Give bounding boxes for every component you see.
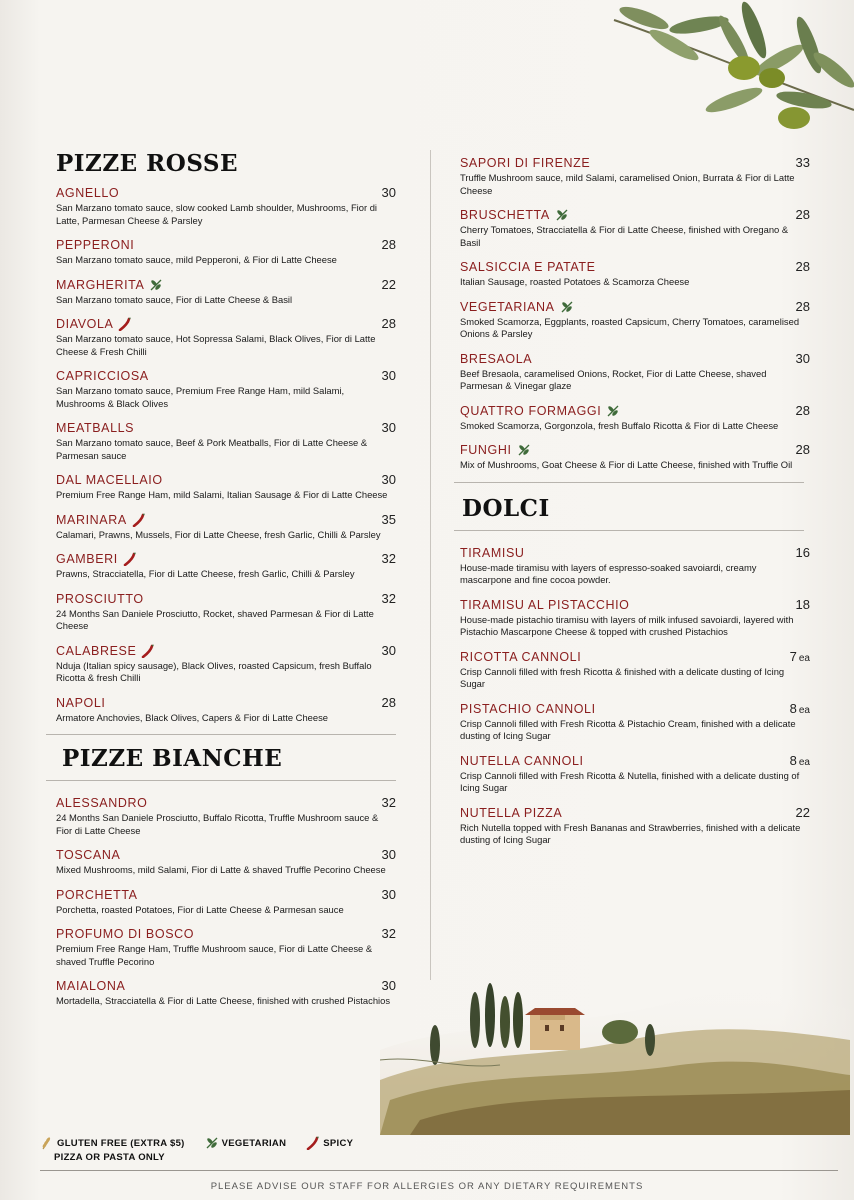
menu-item-price xyxy=(382,368,396,384)
menu-item-price-value: 7 xyxy=(789,648,797,664)
menu-item xyxy=(56,368,396,410)
menu-item-price xyxy=(796,155,810,171)
menu-item-header xyxy=(460,753,810,769)
menu-item xyxy=(56,420,396,462)
menu-item-name: MEATBALLS xyxy=(56,421,135,435)
menu-item-price xyxy=(796,442,810,458)
menu-item-header xyxy=(56,887,396,903)
menu-item-price xyxy=(796,403,810,419)
menu-item-description: House-made tiramisu with layers of espresso-soaked savoiardi, creamy mascarpone and fine cocoa powder. xyxy=(460,561,757,585)
menu-item-header xyxy=(56,237,396,253)
menu-item-description: Mix of Mushrooms, Goat Cheese & Fior di Latte Cheese, finished with Truffle Oil xyxy=(460,459,793,470)
menu-item-description: Crisp Cannoli filled with fresh Ricotta & finished with a delicate dusting of Icing Sugar xyxy=(460,665,785,689)
menu-item xyxy=(460,753,810,795)
menu-item-price xyxy=(796,545,810,561)
menu-item-name: PEPPERONI xyxy=(56,238,135,252)
menu-item-price-value: 28 xyxy=(381,237,396,252)
dietary-legend xyxy=(40,1136,367,1163)
menu-item-header xyxy=(460,545,810,561)
menu-item-price-value: 30 xyxy=(795,350,810,366)
menu-item-price-value: 30 xyxy=(381,886,396,902)
vegetarian-leaf-icon xyxy=(560,300,574,314)
menu-item-header xyxy=(460,597,810,613)
menu-item-header xyxy=(56,512,396,528)
menu-item-price-value: 22 xyxy=(381,276,396,292)
menu-item-header xyxy=(56,795,396,811)
menu-item-price-unit: ea xyxy=(798,756,810,768)
vegetarian-leaf-icon xyxy=(205,1136,219,1150)
menu-item-name: DIAVOLA xyxy=(56,317,114,331)
menu-item-price-value: 28 xyxy=(795,259,810,274)
menu-item-price xyxy=(796,351,810,367)
menu-item-description: Premium Free Range Ham, mild Salami, Italian Sausage & Fior di Latte Cheese xyxy=(56,489,388,500)
menu-item-price xyxy=(382,847,396,863)
menu-item-description: Calamari, Prawns, Mussels, Fior di Latte Cheese, fresh Garlic, Chilli & Parsley xyxy=(56,528,381,540)
chilli-icon xyxy=(132,513,146,527)
menu-item-description: Armatore Anchovies, Black Olives, Capers & Fior di Latte Cheese xyxy=(56,711,328,723)
menu-item-price xyxy=(382,316,396,332)
menu-item-name: PROFUMO DI BOSCO xyxy=(56,927,195,941)
menu-item-header xyxy=(56,316,396,332)
menu-item-price-value: 32 xyxy=(381,926,396,941)
menu-item-price-value: 18 xyxy=(795,596,810,612)
menu-item-header xyxy=(460,351,810,367)
menu-item-price-value: 32 xyxy=(381,795,396,810)
menu-item-name: CAPRICCIOSA xyxy=(56,369,149,383)
menu-item-price-value: 28 xyxy=(795,442,810,457)
menu-item-header xyxy=(460,207,810,223)
wheat-icon xyxy=(40,1136,54,1150)
menu-item xyxy=(460,649,810,691)
menu-item-price-value: 30 xyxy=(381,420,396,435)
legend-gluten-free-label: GLUTEN FREE (EXTRA $5) xyxy=(57,1137,185,1149)
menu-item-description: 24 Months San Daniele Prosciutto, Buffalo Ricotta, Truffle Mushroom sauce & Fior di Latte Cheese xyxy=(56,812,379,836)
legend-vegetarian xyxy=(205,1136,287,1150)
left-column xyxy=(56,152,396,1018)
menu-item-name: MARGHERITA xyxy=(56,277,145,292)
menu-item-name: CALABRESE xyxy=(56,643,137,658)
menu-item-price xyxy=(382,926,396,942)
menu-item-name: NUTELLA CANNOLI xyxy=(460,753,584,768)
menu-item xyxy=(56,926,396,968)
legend-gluten-free-note: PIZZA OR PASTA ONLY xyxy=(54,1152,165,1163)
vegetarian-leaf-icon xyxy=(606,404,620,418)
menu-item-header xyxy=(56,695,396,711)
section-divider xyxy=(454,530,804,531)
legend-spicy-label: SPICY xyxy=(323,1137,354,1149)
menu-item-name: SALSICCIA E PATATE xyxy=(460,260,596,274)
menu-item xyxy=(460,545,810,587)
menu-item-description: Nduja (Italian spicy sausage), Black Olives, roasted Capsicum, fresh Buffalo Ricotta & fresh Chilli xyxy=(56,659,372,683)
menu-item-name: BRESAOLA xyxy=(460,351,533,366)
chilli-icon xyxy=(123,552,137,566)
menu-item-name: PISTACHIO CANNOLI xyxy=(460,701,596,716)
legend-row xyxy=(40,1136,367,1150)
menu-item-name: TIRAMISU AL PISTACCHIO xyxy=(460,597,630,612)
pizze-rosse-list xyxy=(56,185,396,724)
menu-item-price xyxy=(382,695,396,711)
menu-item xyxy=(56,978,396,1008)
menu-item-name: VEGETARIANA xyxy=(460,299,555,314)
menu-item-description: San Marzano tomato sauce, Hot Sopressa Salami, Black Olives, Fior di Latte Cheese & Fresh Chilli xyxy=(56,333,376,357)
menu-item xyxy=(56,185,396,227)
menu-item-price-value: 8 xyxy=(789,752,797,768)
menu-item-price-unit: ea xyxy=(798,652,810,664)
menu-item-name: AGNELLO xyxy=(56,186,120,200)
menu-item-header xyxy=(460,805,810,821)
menu-item-name: NAPOLI xyxy=(56,695,106,710)
menu-item xyxy=(460,259,810,289)
menu-item xyxy=(56,847,396,877)
menu-item-description: Prawns, Stracciatella, Fior di Latte Cheese, fresh Garlic, Chilli & Parsley xyxy=(56,568,355,579)
menu-item-header xyxy=(460,649,810,665)
menu-item-description: Mortadella, Stracciatella & Fior di Latte Cheese, finished with crushed Pistachios xyxy=(56,995,391,1006)
menu-item xyxy=(460,299,810,341)
menu-item-name: QUATTRO FORMAGGI xyxy=(460,403,602,418)
menu-item-description: Premium Free Range Ham, Truffle Mushroom sauce, Fior di Latte Cheese & shaved Truffle Pecorino xyxy=(56,943,373,967)
menu-item-name: MARINARA xyxy=(56,512,127,527)
menu-item xyxy=(460,597,810,639)
menu-item-description: Mixed Mushrooms, mild Salami, Fior di Latte & shaved Truffle Pecorino Cheese xyxy=(56,864,386,875)
menu-item xyxy=(56,591,396,633)
menu-item-name: RICOTTA CANNOLI xyxy=(460,649,582,664)
legend-gluten-free xyxy=(40,1136,185,1150)
menu-item-header xyxy=(460,259,810,275)
menu-item-price-value: 30 xyxy=(381,185,396,200)
menu-item-header xyxy=(460,403,810,419)
menu-item xyxy=(460,351,810,393)
menu-item-price xyxy=(382,277,396,293)
menu-item-description: 24 Months San Daniele Prosciutto, Rocket, shaved Parmesan & Fior di Latte Cheese xyxy=(56,607,374,631)
menu-item-price xyxy=(790,649,810,667)
menu-item-price-value: 28 xyxy=(381,316,396,331)
menu-item-price-value: 30 xyxy=(381,642,396,658)
menu-item-description: San Marzano tomato sauce, slow cooked Lamb shoulder, Mushrooms, Fior di Latte, Parmesan Cheese & Parsley xyxy=(56,202,377,226)
menu-item xyxy=(56,277,396,307)
menu-item-name: BRUSCHETTA xyxy=(460,208,550,222)
menu-item xyxy=(460,403,810,433)
menu-item-header xyxy=(56,472,396,488)
menu-item-description: San Marzano tomato sauce, Fior di Latte Cheese & Basil xyxy=(56,293,293,305)
menu-item-price-value: 30 xyxy=(381,978,396,993)
menu-item-name: TIRAMISU xyxy=(460,545,525,560)
chilli-icon xyxy=(141,644,155,658)
menu-item-header xyxy=(460,442,810,458)
menu-item-header xyxy=(56,591,396,607)
menu-item-header xyxy=(460,155,810,171)
menu-item-price-value: 16 xyxy=(795,544,810,560)
menu-item-description: San Marzano tomato sauce, mild Pepperoni, & Fior di Latte Cheese xyxy=(56,254,337,265)
menu-item xyxy=(56,472,396,502)
menu-item-header xyxy=(56,847,396,863)
menu-item xyxy=(56,643,396,685)
menu-item xyxy=(56,512,396,542)
menu-item-description: Italian Sausage, roasted Potatoes & Scamorza Cheese xyxy=(460,276,690,287)
menu-item-price xyxy=(796,597,810,613)
menu-item xyxy=(56,695,396,725)
menu-item-header xyxy=(56,420,396,436)
menu-item-description: Truffle Mushroom sauce, mild Salami, caramelised Onion, Burrata & Fior di Latte Cheese xyxy=(460,172,795,196)
menu-item-price-value: 28 xyxy=(795,298,810,314)
allergy-notice: PLEASE ADVISE OUR STAFF FOR ALLERGIES OR ANY DIETARY REQUIREMENTS xyxy=(210,1181,644,1192)
menu-item-price xyxy=(790,701,810,719)
menu-item-price-value: 30 xyxy=(381,368,396,383)
chilli-icon xyxy=(306,1136,320,1150)
menu-item-price-value: 30 xyxy=(381,847,396,862)
dolci-list xyxy=(460,545,810,847)
menu-item-name: PORCHETTA xyxy=(56,887,138,902)
right-pizza-list xyxy=(460,155,810,472)
menu-item-price xyxy=(796,805,810,821)
section-title-dolci: DOLCI xyxy=(462,494,550,522)
section-title-pizze-bianche: PIZZE BIANCHE xyxy=(62,745,283,772)
section-divider xyxy=(46,780,396,781)
menu-item-description: Smoked Scamorza, Eggplants, roasted Capsicum, Cherry Tomatoes, caramelised Onions & Parsley xyxy=(460,315,800,339)
menu-item-name: MAIALONA xyxy=(56,979,126,993)
menu-item-price-value: 22 xyxy=(795,804,810,820)
menu-item-name: SAPORI DI FIRENZE xyxy=(460,156,591,170)
menu-item-description: Cherry Tomatoes, Stracciatella & Fior di Latte Cheese, finished with Oregano & Basil xyxy=(460,224,789,248)
menu-item-price-value: 32 xyxy=(381,590,396,606)
menu-item-name: DAL MACELLAIO xyxy=(56,473,163,487)
menu-item-price xyxy=(796,259,810,275)
menu-item-description: Crisp Cannoli filled with Fresh Ricotta & Pistachio Cream, finished with a delicate dusting of Icing Sugar xyxy=(460,717,796,741)
tuscan-landscape-illustration xyxy=(380,960,850,1135)
menu-item-price xyxy=(382,185,396,201)
menu-item-header xyxy=(56,185,396,201)
menu-item-price xyxy=(382,237,396,253)
chilli-icon xyxy=(118,317,132,331)
vegetarian-leaf-icon xyxy=(517,443,531,457)
menu-item-price-value: 33 xyxy=(795,155,810,170)
vegetarian-leaf-icon xyxy=(555,208,569,222)
menu-item xyxy=(56,551,396,581)
menu-item-description: Porchetta, roasted Potatoes, Fior di Latte Cheese & Parmesan sauce xyxy=(56,903,344,915)
menu-item-name: PROSCIUTTO xyxy=(56,591,144,606)
menu-item-name: GAMBERI xyxy=(56,552,118,566)
menu-item-price xyxy=(382,512,396,528)
menu-item-header xyxy=(56,978,396,994)
menu-item-header xyxy=(56,643,396,659)
olive-branch-illustration xyxy=(604,0,854,140)
footer-divider xyxy=(40,1170,838,1171)
right-column xyxy=(460,155,810,857)
menu-item-price xyxy=(796,299,810,315)
menu-item-header xyxy=(56,551,396,567)
menu-item-description: Rich Nutella topped with Fresh Bananas and Strawberries, finished with a delicate dusting of Icing Sugar xyxy=(460,821,801,845)
legend-spicy xyxy=(306,1136,353,1150)
menu-item-price xyxy=(382,887,396,903)
menu-item-price-value: 8 xyxy=(789,700,797,716)
menu-item xyxy=(460,207,810,249)
menu-item-price-value: 32 xyxy=(381,551,396,566)
menu-item-price xyxy=(382,795,396,811)
pizze-bianche-list xyxy=(56,795,396,1008)
menu-item-description: House-made pistachio tiramisu with layers of milk infused savoiardi, layered with Pistachio Mascarpone Cheese & topped with crushed Pistachios xyxy=(460,613,794,637)
menu-item-price xyxy=(382,551,396,567)
menu-item-price xyxy=(382,472,396,488)
menu-item xyxy=(460,155,810,197)
menu-item-name: TOSCANA xyxy=(56,848,121,862)
vegetarian-leaf-icon xyxy=(149,278,163,292)
menu-item xyxy=(460,701,810,743)
menu-item-price xyxy=(382,591,396,607)
menu-item-name: ALESSANDRO xyxy=(56,796,148,810)
menu-item-price-value: 28 xyxy=(795,207,810,222)
menu-item xyxy=(56,887,396,917)
menu-item-price-value: 28 xyxy=(795,402,810,418)
menu-item-price-value: 28 xyxy=(381,694,396,710)
menu-item-name: FUNGHI xyxy=(460,443,512,457)
menu-item-price-value: 30 xyxy=(381,472,396,487)
menu-item xyxy=(460,805,810,847)
menu-item xyxy=(56,237,396,267)
menu-item-description: San Marzano tomato sauce, Premium Free Range Ham, mild Salami, Mushrooms & Black Olives xyxy=(56,385,345,409)
column-divider xyxy=(430,150,431,980)
section-divider xyxy=(46,734,396,735)
menu-item-description: Crisp Cannoli filled with Fresh Ricotta & Nutella, finished with a delicate dusting of Icing Sugar xyxy=(460,769,800,793)
section-title-pizze-rosse: PIZZE ROSSE xyxy=(56,150,239,177)
menu-item-description: Beef Bresaola, caramelised Onions, Rocket, Fior di Latte Cheese, shaved Parmesan & Vinegar glaze xyxy=(460,367,767,391)
menu-item xyxy=(56,795,396,837)
menu-item-description: San Marzano tomato sauce, Beef & Pork Meatballs, Fior di Latte Cheese & Parmesan sauce xyxy=(56,437,368,461)
menu-item xyxy=(56,316,396,358)
menu-item-header xyxy=(56,277,396,293)
section-divider xyxy=(454,482,804,483)
menu-item-header xyxy=(56,926,396,942)
menu-item-price xyxy=(382,420,396,436)
legend-vegetarian-label: VEGETARIAN xyxy=(221,1137,287,1149)
menu-item-price xyxy=(790,753,810,771)
menu-item-header xyxy=(460,299,810,315)
menu-item-name: NUTELLA PIZZA xyxy=(460,805,563,820)
menu-item-header xyxy=(56,368,396,384)
menu-item xyxy=(460,442,810,472)
menu-item-price-unit: ea xyxy=(798,704,810,716)
menu-item-header xyxy=(460,701,810,717)
menu-item-price-value: 35 xyxy=(381,511,396,527)
menu-item-description: Smoked Scamorza, Gorgonzola, fresh Buffalo Ricotta & Fior di Latte Cheese xyxy=(460,419,779,431)
menu-item-price xyxy=(382,643,396,659)
menu-item-price xyxy=(796,207,810,223)
